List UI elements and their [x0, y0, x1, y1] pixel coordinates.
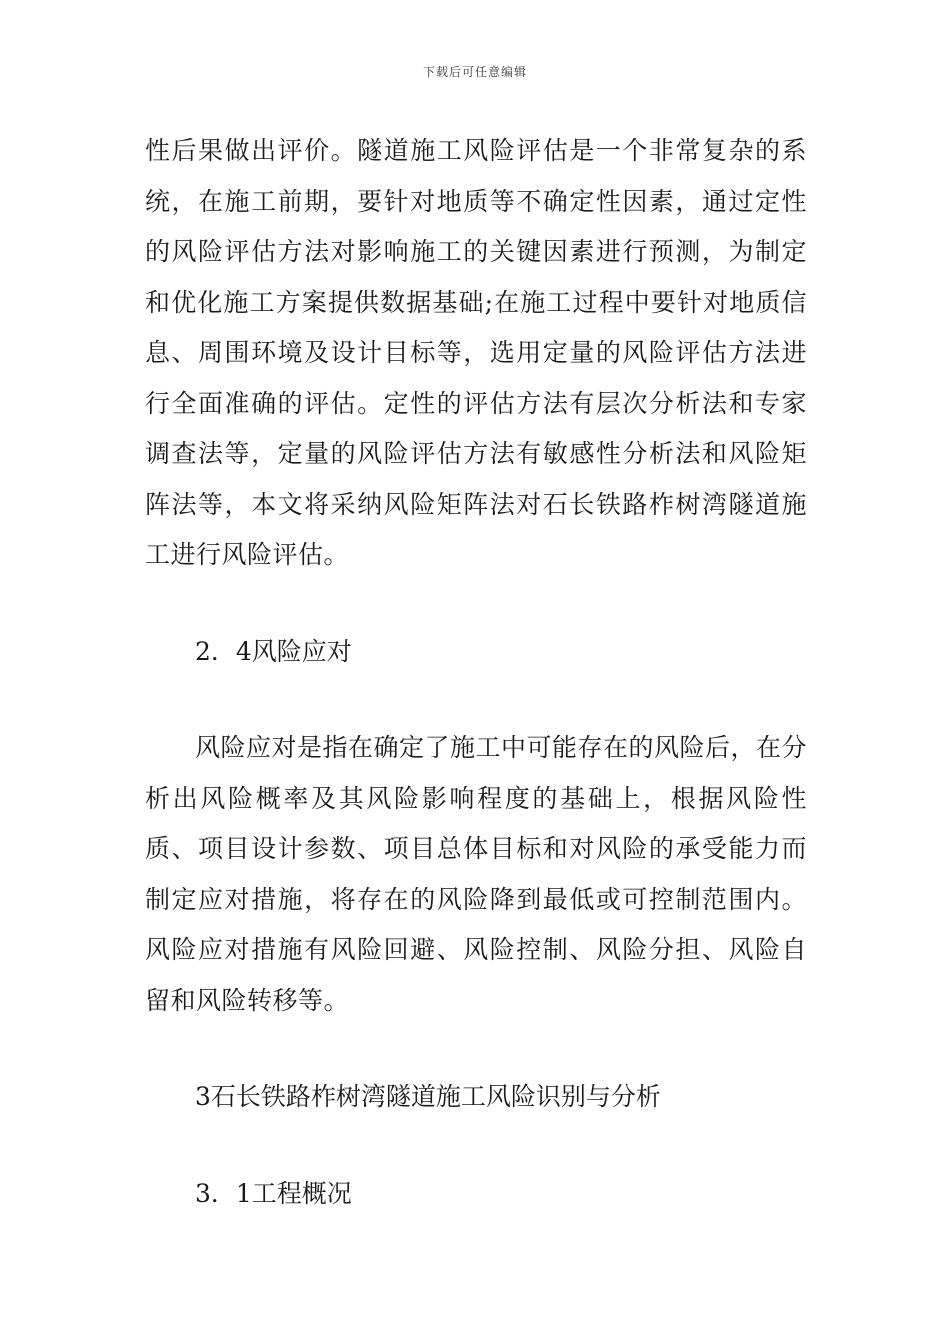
paragraph-risk-response: 风险应对是指在确定了施工中可能存在的风险后，在分析出风险概率及其风险影响程度的基础上，根据风险性质、项目设计参数、项目总体目标和对风险的承受能力而制定应对措施，将存在的风险降到最低或可控制范围内。风险应对措施有风险回避、风险控制、风险分担、风险自留和风险转移等。	[145, 733, 808, 1015]
section-heading-3-1: 3．1工程概况	[195, 1178, 352, 1208]
page-header: 下载后可任意编辑	[422, 65, 527, 79]
document-body	[145, 126, 807, 1219]
spacer	[145, 1123, 807, 1169]
spacer	[145, 581, 807, 627]
spacer	[145, 1026, 807, 1072]
paragraph-risk-assessment: 性后果做出评价。隧道施工风险评估是一个非常复杂的系统，在施工前期，要针对地质等不确定性因素，通过定性的风险评估方法对影响施工的关键因素进行预测，为制定和优化施工方案提供数据基础;在施工过程中要针对地质信息、周围环境及设计目标等，选用定量的风险评估方法进行全面准确的评估。定性的评估方法有层次分析法和专家调查法等，定量的风险评估方法有敏感性分析法和风险矩阵法等，本文将采纳风险矩阵法对石长铁路柞树湾隧道施工进行风险评估。	[145, 136, 807, 569]
section-heading-3: 3石长铁路柞树湾隧道施工风险识别与分析	[195, 1082, 661, 1111]
section-heading-2-4: 2．4风险应对	[195, 636, 352, 666]
spacer	[145, 677, 807, 723]
